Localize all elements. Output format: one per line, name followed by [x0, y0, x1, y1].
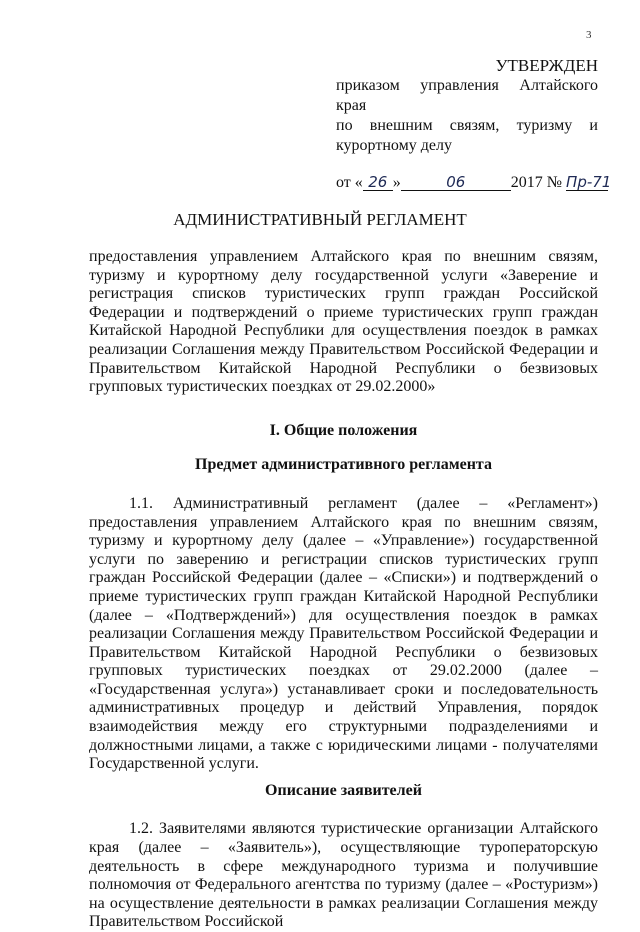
intro-paragraph: предоставления управлением Алтайского края по внешним связям, туризму и курортному делу государственной услуги «Заверение и регистрация списков туристических групп граждан Российской Федерации и подтверждений о приеме туристических групп граждан Китайской Народной Республики для осуществления поездок в рамках реализации Соглашения между Правительством Российской Федерации и Правительством Китайской Народной Республики о безвизовых групповых туристических поездках от 29.02.2000»: [89, 248, 598, 396]
number-blank: [566, 172, 612, 191]
handwritten-month: 06: [446, 173, 466, 191]
document-body: [89, 248, 598, 932]
subsection-heading: Предмет административного регламента: [195, 456, 492, 474]
date-mid: »: [392, 174, 401, 191]
date-prefix: от «: [336, 174, 363, 191]
document-title: АДМИНИСТРАТИВНЫЙ РЕГЛАМЕНТ: [173, 210, 467, 229]
paragraph-1-1: 1.1. Административный регламент (далее – «Регламент») предоставления управлением Алтайского края по внешним связям, туризму и курортному делу (далее – «Управление») государственной услуги по заверению и регистрации списков туристических групп граждан Российской Федерации (далее – «Списки») и подтверждений о приеме туристических групп граждан Китайской Народной Республики (далее – «Подтверждений») для осуществления поездок в рамках реализации Соглашения между Правительством Российской Федерации и Правительством Китайской Народной Республики о безвизовых групповых туристических поездках от 29.02.2000 (далее – «Государственная услуга») устанавливает сроки и последовательность административных процедур и действий Управления, порядок взаимодействия между его структурными подразделениями и должностными лицами, а также с юридическими лицами - получателями Государственной услуги.: [89, 494, 598, 773]
paragraph-1-2: 1.2. Заявителями являются туристические организации Алтайского края (далее – «Заявитель»), осуществляющие туроператорскую деятельность в сфере международного туризма и получившие полномочия от Федерального агентства по туризму (далее – «Ростуризм») на осуществление деятельности в рамках реализации Соглашения между Правительством Российской: [89, 820, 598, 931]
applicants-heading: Описание заявителей: [265, 781, 422, 799]
approval-line-1: приказом управления Алтайского края: [336, 77, 598, 114]
approval-date-line: [336, 172, 612, 194]
month-blank: [401, 172, 511, 191]
approval-line-3: курортному делу: [336, 137, 452, 154]
approval-stamp-block: [336, 56, 612, 194]
date-year: 2017: [510, 174, 543, 191]
number-sign: №: [546, 174, 563, 191]
day-blank: [363, 172, 393, 191]
handwritten-order-number: Пр-71: [566, 173, 612, 191]
handwritten-day: 26: [368, 173, 388, 191]
approval-heading: УТВЕРЖДЕН: [495, 56, 598, 75]
section-heading: I. Общие положения: [269, 421, 418, 439]
page-number: 3: [586, 29, 592, 41]
approval-line-2: по внешним связям, туризму и: [336, 117, 598, 134]
